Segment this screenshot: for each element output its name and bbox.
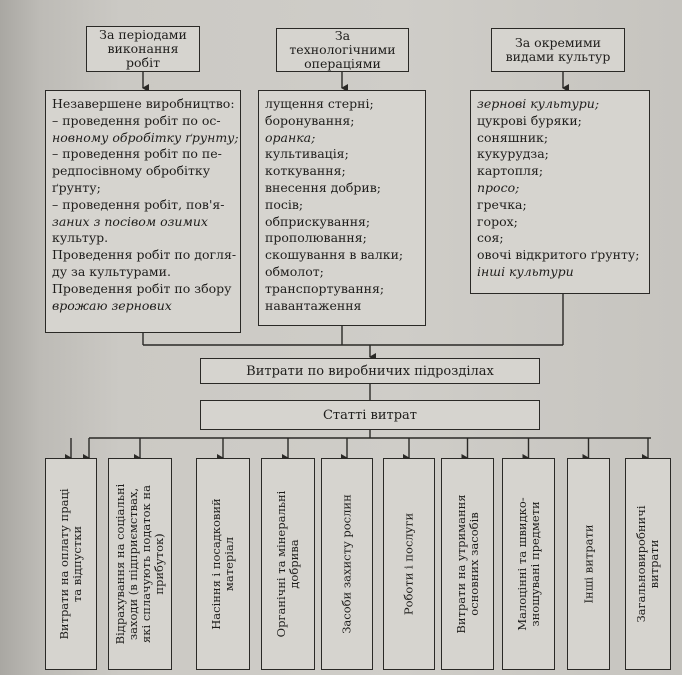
list-item: зернові культури; [477,96,600,111]
cost-items-box [200,400,540,430]
list-item: – проведення робіт, пов'я- [52,196,225,212]
cost-article-box [567,458,610,670]
category-list-operations [258,90,426,326]
cost-article-line: Роботи і послуги [401,512,416,616]
cost-article-line: заходи (в підприємствах, [126,487,140,641]
list-item: картопля; [477,163,544,179]
list-item: Незавершене виробництво: [52,96,235,111]
cost-article-box [261,458,315,670]
cost-article-line: зношувані предмети [527,501,542,627]
cost-article-line: які сплачують податок на [139,485,153,643]
cost-article-box [383,458,435,670]
cost-article-label [455,459,481,669]
category-header-line: За окремими [514,35,602,50]
list-item: культур. [52,230,109,246]
list-item: обмолот; [265,263,324,279]
list-item: ду за культурами. [52,263,171,279]
cost-article-line: Загальновиробничі [634,505,648,623]
list-item: соняшник; [477,129,549,145]
cost-article-line: матеріал [222,536,236,592]
list-item: коткування; [265,163,346,179]
cost-article-label [516,459,542,669]
cost-article-line: прибуток) [152,533,166,595]
category-header-periods [86,26,200,72]
category-header-line: виконання робіт [107,41,179,70]
cost-article-line: Насіння і посадковий [209,498,223,630]
category-header-line: За технологічними [289,28,396,57]
list-item: Проведення робіт по догля- [52,247,237,263]
cost-article-box [625,458,671,670]
category-header-line: видами культур [505,49,611,64]
list-item: горох; [477,213,518,229]
cost-article-line: добрива [287,539,301,589]
list-item: – проведення робіт по пе- [52,146,222,162]
cost-article-line: Витрати на оплату праці [57,488,71,640]
list-item: редпосівному обробітку [52,163,211,179]
list-item: обприскування; [265,213,371,229]
list-item: внесення добрив; [265,179,382,195]
cost-article-label [58,459,84,669]
cost-article-box [108,458,172,670]
category-header-cultures [491,28,625,72]
cost-article-line: Витрати на утримання [453,494,468,634]
list-item: посів; [265,196,304,212]
cost-article-label [341,459,354,669]
list-item: транспортування; [265,280,385,296]
cost-article-label [275,459,301,669]
list-item: оранка; [265,129,316,145]
cost-article-line: Засоби захисту рослин [339,494,354,634]
list-item: інші культури [477,263,574,279]
list-item: лущення стерні; [265,96,374,111]
cost-article-box [45,458,97,670]
list-item: культивація; [265,146,349,162]
cost-article-box [441,458,494,670]
list-item: боронування; [265,112,355,128]
cost-article-box [196,458,250,670]
list-item: новному обробітку ґрунту; [52,129,239,145]
category-list-cultures [470,90,650,294]
cost-article-label [403,459,416,669]
list-item: Проведення робіт по збору [52,280,232,296]
category-header-line: За періодами [99,27,187,42]
costs-by-divisions-label: Витрати по виробничих підрозділах [246,363,494,379]
list-item: цукрові буряки; [477,112,582,128]
list-item: – проведення робіт по ос- [52,112,221,128]
cost-article-line: Малоцінні та швидко- [514,497,529,631]
list-item: навантаження [265,297,362,313]
costs-by-divisions-box [200,358,540,384]
list-item: заних з посівом озимих [52,213,208,229]
cost-article-label [114,459,166,669]
cost-article-label [210,459,236,669]
list-item: овочі відкритого ґрунту; [477,247,640,263]
list-item: ґрунту; [52,179,101,195]
list-item: прополювання; [265,230,367,246]
list-item: гречка; [477,196,527,212]
category-list-periods [45,90,241,333]
cost-article-box [502,458,555,670]
list-item: просо; [477,179,520,195]
cost-article-label [635,459,661,669]
cost-article-line: та відпустки [70,525,84,603]
category-header-operations [276,28,409,72]
cost-article-line: витрати [647,539,661,589]
list-item: соя; [477,230,504,246]
cost-items-label: Статті витрат [322,407,417,423]
cost-article-line: Відрахування на соціальні [113,483,127,645]
cost-article-box [321,458,373,670]
category-header-line: операціями [304,56,381,71]
cost-article-label [582,459,595,669]
cost-article-line: основних засобів [466,512,481,616]
cost-article-line: Інші витрати [581,524,595,604]
list-item: врожаю зернових [52,297,172,313]
list-item: кукурудза; [477,146,549,162]
list-item: скошування в валки; [265,247,404,263]
cost-article-line: Органічні та мінеральні [274,490,288,638]
